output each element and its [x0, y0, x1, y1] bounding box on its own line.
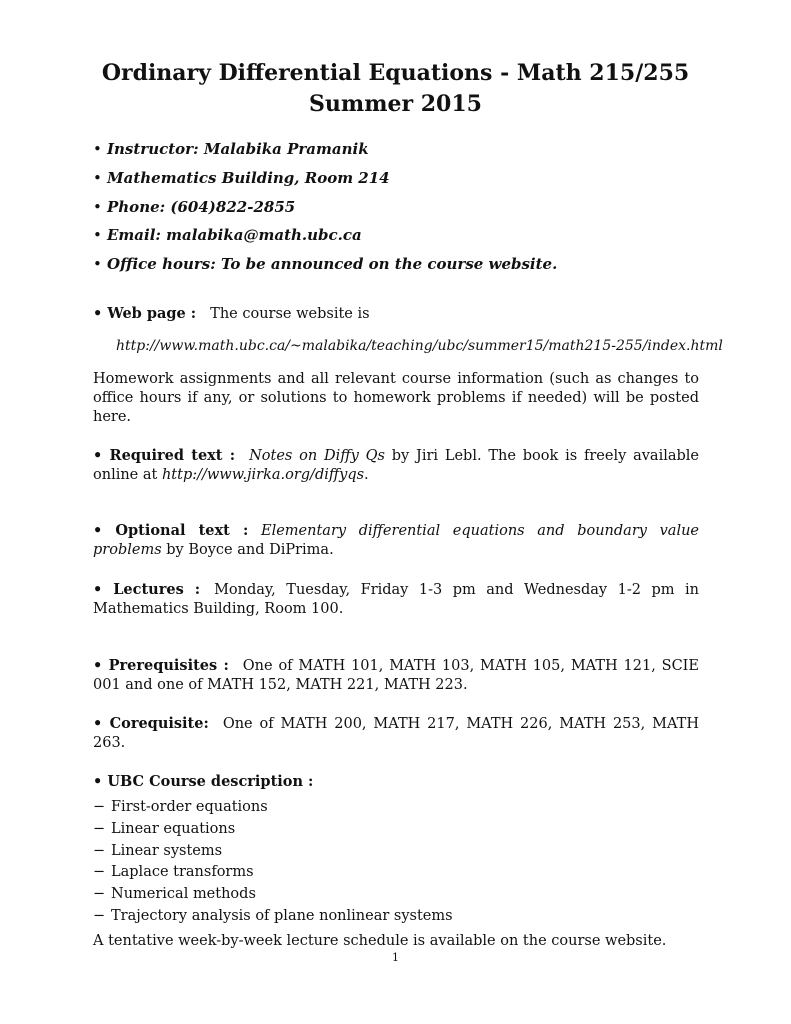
office-hours-text: Office hours: To be announced on the course website. — [107, 255, 558, 273]
optional-book-title: Elementary differential equations and boundary value problems — [93, 523, 699, 558]
email-text: Email: malabika@math.ubc.ca — [107, 226, 362, 244]
instructor-info — [93, 139, 369, 159]
web-page-label: • Web page : — [93, 305, 197, 322]
schedule-note: A tentative week-by-week lecture schedule is available on the course website. — [93, 933, 667, 949]
list-item: − Laplace transforms — [93, 864, 254, 881]
document-subtitle: Summer 2015 — [309, 91, 482, 117]
list-item: − Linear systems — [93, 842, 223, 859]
phone-text: Phone: (604)822-2855 — [107, 198, 296, 216]
web-page-text: The course website is — [210, 306, 370, 322]
course-description-section — [93, 772, 699, 792]
required-text-section: • Required text : Notes on Diffy Qs by Jiri Lebl. The book is freely available online at http://www.jirka.org/diffyqs. — [93, 447, 699, 483]
list-item: − Linear equations — [93, 820, 236, 837]
corequisite-label: • Corequisite: — [93, 715, 209, 732]
web-page-note: Homework assignments and all relevant course information (such as changes to office hours if any, or solutions to homework problems if needed) will be posted here. — [93, 371, 699, 425]
office-location-info — [93, 168, 390, 188]
office-hours-info — [93, 254, 557, 274]
course-topics-list — [93, 797, 453, 928]
course-description-label: • UBC Course description : — [93, 773, 314, 790]
email-info — [93, 225, 362, 245]
optional-text-section — [93, 521, 699, 560]
prerequisites-text: One of MATH 101, MATH 103, MATH 105, MATH 121, SCIE 001 and one of MATH 152, MATH 221, MATH 223. — [93, 658, 699, 693]
office-location-text: Mathematics Building, Room 214 — [107, 169, 390, 187]
corequisite-text: One of MATH 200, MATH 217, MATH 226, MATH 253, MATH 263. — [93, 716, 699, 751]
corequisite-section — [93, 714, 699, 753]
lectures-label: • Lectures : — [93, 581, 201, 598]
optional-text-label: • Optional text : — [93, 522, 249, 539]
bullet-glyph: • — [93, 198, 102, 216]
web-page-section — [93, 304, 699, 324]
document-title: Ordinary Differential Equations - Math 215/255 — [101, 60, 690, 86]
lectures-section — [93, 580, 699, 619]
prerequisites-label: • Prerequisites : — [93, 657, 229, 674]
bullet-glyph: • — [93, 140, 102, 158]
list-item: − Numerical methods — [93, 886, 256, 903]
lectures-text: Monday, Tuesday, Friday 1-3 pm and Wednesday 1-2 pm in Mathematics Building, Room 100. — [93, 582, 699, 617]
bullet-glyph: • — [93, 255, 102, 273]
required-text-description: by Jiri Lebl. The book is freely available online at — [93, 448, 699, 483]
course-website-url[interactable]: http://www.math.ubc.ca/~malabika/teaching/ubc/summer15/math215-255/index.html — [116, 338, 723, 354]
page-number: 1 — [392, 951, 399, 964]
required-book-title: Notes on Diffy Qs — [249, 448, 385, 464]
prerequisites-section — [93, 656, 699, 695]
required-book-url[interactable]: http://www.jirka.org/diffyqs — [161, 467, 365, 483]
list-item: − Trajectory analysis of plane nonlinear systems — [93, 907, 453, 924]
required-text-label: • Required text : — [93, 447, 236, 464]
list-item: − First-order equations — [93, 799, 268, 815]
phone-info — [93, 197, 295, 217]
bullet-glyph: • — [93, 169, 102, 187]
instructor-text: Instructor: Malabika Pramanik — [107, 140, 369, 158]
bullet-glyph: • — [93, 226, 102, 244]
optional-book-authors: by Boyce and DiPrima. — [166, 542, 334, 558]
